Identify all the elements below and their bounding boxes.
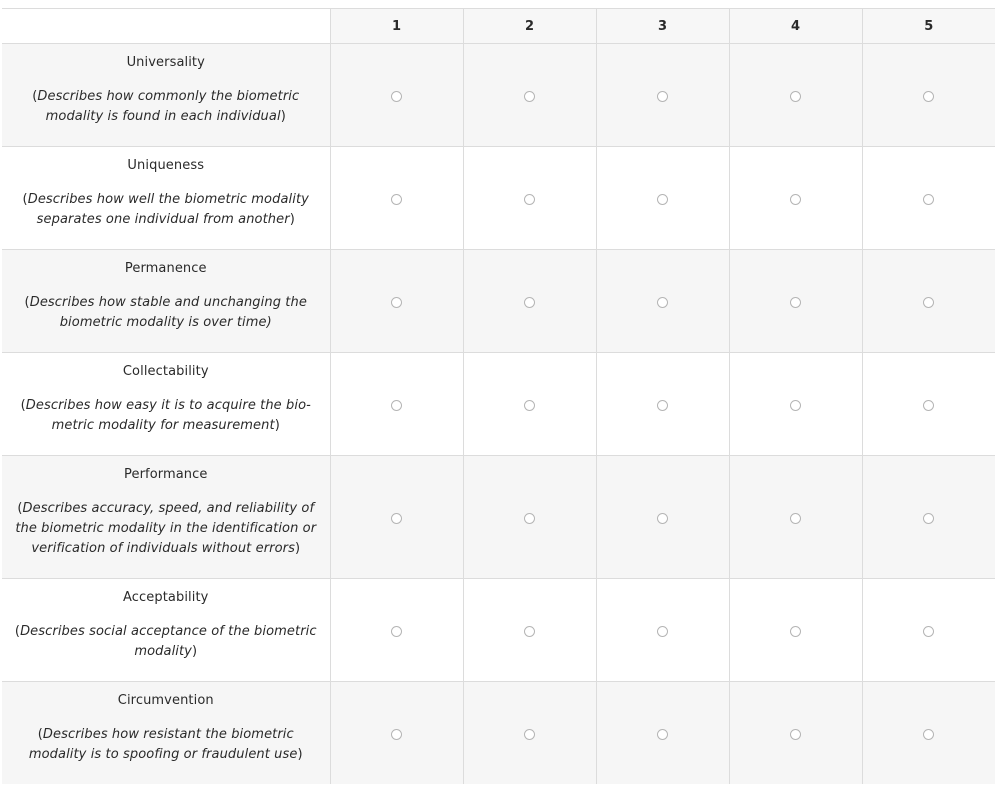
header-corner [2, 9, 330, 44]
option-cell[interactable] [596, 250, 729, 353]
option-cell[interactable] [330, 44, 463, 147]
radio-uniqueness-2[interactable] [524, 194, 535, 205]
radio-circumvention-2[interactable] [524, 729, 535, 740]
option-cell[interactable] [330, 147, 463, 250]
row-title: Collectability [122, 364, 209, 379]
radio-permanence-1[interactable] [391, 297, 402, 308]
row-label-cell [2, 147, 330, 250]
scale-header-1: 1 [330, 9, 463, 44]
radio-acceptability-2[interactable] [524, 626, 535, 637]
radio-performance-2[interactable] [524, 513, 535, 524]
option-cell[interactable] [463, 682, 596, 785]
radio-collectability-2[interactable] [524, 400, 535, 411]
scale-header-2: 2 [463, 9, 596, 44]
radio-permanence-4[interactable] [790, 297, 801, 308]
radio-permanence-2[interactable] [524, 297, 535, 308]
matrix-row-acceptability [2, 579, 995, 682]
radio-circumvention-4[interactable] [790, 729, 801, 740]
radio-performance-4[interactable] [790, 513, 801, 524]
option-cell[interactable] [862, 456, 995, 579]
radio-universality-2[interactable] [524, 91, 535, 102]
option-cell[interactable] [862, 579, 995, 682]
row-description: (Describes how resistant the biometric modality is to spoofing or fraudulent use) [28, 727, 303, 762]
option-cell[interactable] [596, 353, 729, 456]
radio-circumvention-5[interactable] [923, 729, 934, 740]
row-title: Performance [124, 467, 208, 482]
option-cell[interactable] [862, 147, 995, 250]
scale-header-row [2, 9, 995, 44]
option-cell[interactable] [729, 44, 862, 147]
radio-collectability-5[interactable] [923, 400, 934, 411]
row-title: Uniqueness [127, 158, 205, 173]
radio-collectability-4[interactable] [790, 400, 801, 411]
option-cell[interactable] [862, 44, 995, 147]
option-cell[interactable] [463, 456, 596, 579]
radio-acceptability-3[interactable] [657, 626, 668, 637]
matrix-row-permanence [2, 250, 995, 353]
radio-universality-3[interactable] [657, 91, 668, 102]
option-cell[interactable] [729, 456, 862, 579]
option-cell[interactable] [729, 147, 862, 250]
row-description: (Describes social acceptance of the biometric modality) [14, 624, 317, 659]
option-cell[interactable] [862, 250, 995, 353]
row-label-cell [2, 44, 330, 147]
row-title: Permanence [124, 261, 207, 276]
option-cell[interactable] [330, 456, 463, 579]
option-cell[interactable] [463, 147, 596, 250]
radio-uniqueness-4[interactable] [790, 194, 801, 205]
option-cell[interactable] [862, 682, 995, 785]
radio-circumvention-3[interactable] [657, 729, 668, 740]
radio-circumvention-1[interactable] [391, 729, 402, 740]
radio-uniqueness-3[interactable] [657, 194, 668, 205]
matrix-row-performance [2, 456, 995, 579]
matrix-row-uniqueness [2, 147, 995, 250]
radio-performance-5[interactable] [923, 513, 934, 524]
scale-header-5: 5 [862, 9, 995, 44]
radio-collectability-1[interactable] [391, 400, 402, 411]
option-cell[interactable] [596, 456, 729, 579]
option-cell[interactable] [463, 250, 596, 353]
option-cell[interactable] [729, 682, 862, 785]
option-cell[interactable] [596, 44, 729, 147]
scale-header-4: 4 [729, 9, 862, 44]
radio-uniqueness-1[interactable] [391, 194, 402, 205]
matrix-row-universality [2, 44, 995, 147]
scale-header-3: 3 [596, 9, 729, 44]
row-label-cell [2, 353, 330, 456]
option-cell[interactable] [596, 682, 729, 785]
radio-collectability-3[interactable] [657, 400, 668, 411]
option-cell[interactable] [596, 579, 729, 682]
row-label-cell [2, 682, 330, 785]
option-cell[interactable] [330, 579, 463, 682]
radio-permanence-3[interactable] [657, 297, 668, 308]
row-description: (Describes how easy it is to acquire the bio-metric modality for measurement) [20, 398, 311, 433]
radio-universality-4[interactable] [790, 91, 801, 102]
radio-universality-1[interactable] [391, 91, 402, 102]
radio-uniqueness-5[interactable] [923, 194, 934, 205]
row-label-cell [2, 579, 330, 682]
option-cell[interactable] [463, 579, 596, 682]
radio-performance-1[interactable] [391, 513, 402, 524]
row-description: (Describes how well the biometric modality separates one individual from another) [22, 192, 309, 227]
row-description: (Describes accuracy, speed, and reliability of the biometric modality in the identification or verification of individuals without errors) [15, 501, 317, 556]
option-cell[interactable] [862, 353, 995, 456]
radio-acceptability-1[interactable] [391, 626, 402, 637]
option-cell[interactable] [729, 353, 862, 456]
radio-acceptability-4[interactable] [790, 626, 801, 637]
row-title: Acceptability [123, 590, 209, 605]
radio-permanence-5[interactable] [923, 297, 934, 308]
radio-acceptability-5[interactable] [923, 626, 934, 637]
row-title: Universality [126, 55, 205, 70]
option-cell[interactable] [330, 682, 463, 785]
row-description: (Describes how stable and unchanging the biometric modality is over time) [24, 295, 307, 330]
row-label-cell [2, 250, 330, 353]
option-cell[interactable] [463, 44, 596, 147]
rating-matrix-table [2, 8, 995, 784]
row-title: Circumvention [117, 693, 214, 708]
option-cell[interactable] [463, 353, 596, 456]
matrix-row-circumvention [2, 682, 995, 785]
matrix-row-collectability [2, 353, 995, 456]
option-cell[interactable] [596, 147, 729, 250]
radio-universality-5[interactable] [923, 91, 934, 102]
option-cell[interactable] [729, 250, 862, 353]
option-cell[interactable] [330, 353, 463, 456]
radio-performance-3[interactable] [657, 513, 668, 524]
row-label-cell [2, 456, 330, 579]
option-cell[interactable] [330, 250, 463, 353]
row-description: (Describes how commonly the biometric modality is found in each individual) [32, 89, 300, 124]
option-cell[interactable] [729, 579, 862, 682]
